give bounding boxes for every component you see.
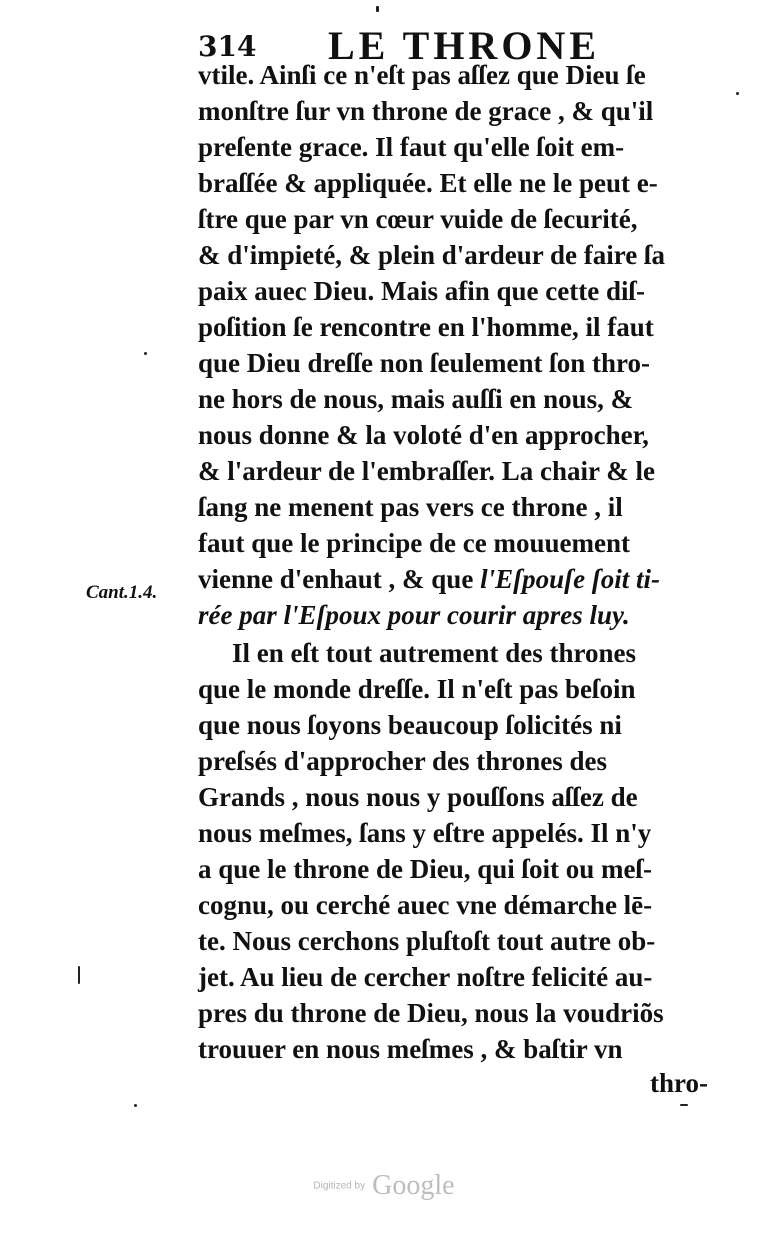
text-line: braſſée & appliquée. Et elle ne le peut e- xyxy=(198,168,658,198)
running-title: LE THRONE xyxy=(328,23,600,68)
text-line: Grands , nous nous y pouſſons aſſez de xyxy=(198,782,638,812)
catchword: thro- xyxy=(650,1068,708,1098)
text-line: trouuer en nous meſmes , & baſtir vn xyxy=(198,1034,623,1064)
text-line: cognu, ou cerché auec vne démarche lē- xyxy=(198,890,653,920)
text-line: paix auec Dieu. Mais afin que cette diſ- xyxy=(198,276,645,306)
text-line: ſang ne menent pas vers ce throne , il xyxy=(198,492,623,522)
text-line: preſente grace. Il faut qu'elle ſoit em- xyxy=(198,132,625,162)
text-line: te. Nous cerchons pluſtoſt tout autre ob- xyxy=(198,926,656,956)
page-number: 314 xyxy=(198,30,257,63)
text-line: jet. Au lieu de cercher noſtre felicité au- xyxy=(198,962,653,992)
text-line xyxy=(198,562,660,596)
text-line: que le monde dreſſe. Il n'eſt pas beſoin xyxy=(198,674,636,704)
text-line: ſtre que par vn cœur vuide de ſecurité, xyxy=(198,204,638,234)
text-line: & d'impieté, & plein d'ardeur de faire ſa xyxy=(198,240,665,270)
text-line: nous donne & la voloté d'en approcher, xyxy=(198,420,649,450)
text-line: & l'ardeur de l'embraſſer. La chair & le xyxy=(198,456,655,486)
text-line: nous meſmes, ſans y eſtre appelés. Il n'y xyxy=(198,818,652,848)
scan-speck xyxy=(134,1104,137,1107)
text-line: que Dieu dreſſe non ſeulement ſon thro- xyxy=(198,348,651,378)
text-line: monſtre ſur vn throne de grace , & qu'il xyxy=(198,96,654,126)
text-line: faut que le principe de ce mouuement xyxy=(198,528,630,558)
digitized-by-label: Digitized by xyxy=(313,1180,366,1192)
scan-speck xyxy=(144,352,147,355)
scan-speck xyxy=(680,1104,688,1106)
running-head xyxy=(198,14,718,68)
text-line: poſition ſe rencontre en l'homme, il faut xyxy=(198,312,654,342)
digitization-watermark xyxy=(0,1170,768,1202)
text-line: a que le throne de Dieu, qui ſoit ou meſ- xyxy=(198,854,653,884)
text-line: ne hors de nous, mais auſſi en nous, & xyxy=(198,384,634,414)
text-line: Il en eſt tout autrement des thrones xyxy=(232,638,636,668)
scan-speck xyxy=(736,92,739,95)
text-line: vtile. Ainſi ce n'eſt pas aſſez que Dieu ſe xyxy=(198,60,646,90)
margin-note: Cant.1.4. xyxy=(86,582,158,603)
google-logo: Google xyxy=(372,1170,455,1201)
text-line-italic: l'Eſpouſe ſoit ti- xyxy=(473,564,661,594)
text-line-italic: rée par l'Eſpoux pour courir apres luy. xyxy=(198,600,630,630)
text-line: preſsés d'approcher des thrones des xyxy=(198,746,608,776)
text-line-roman: vienne d'enhaut , & que xyxy=(198,564,474,594)
scan-speck xyxy=(376,6,379,12)
scan-speck xyxy=(78,966,80,984)
text-line: pres du throne de Dieu, nous la voudriõs xyxy=(198,998,664,1028)
text-line: que nous ſoyons beaucoup ſolicités ni xyxy=(198,710,622,740)
